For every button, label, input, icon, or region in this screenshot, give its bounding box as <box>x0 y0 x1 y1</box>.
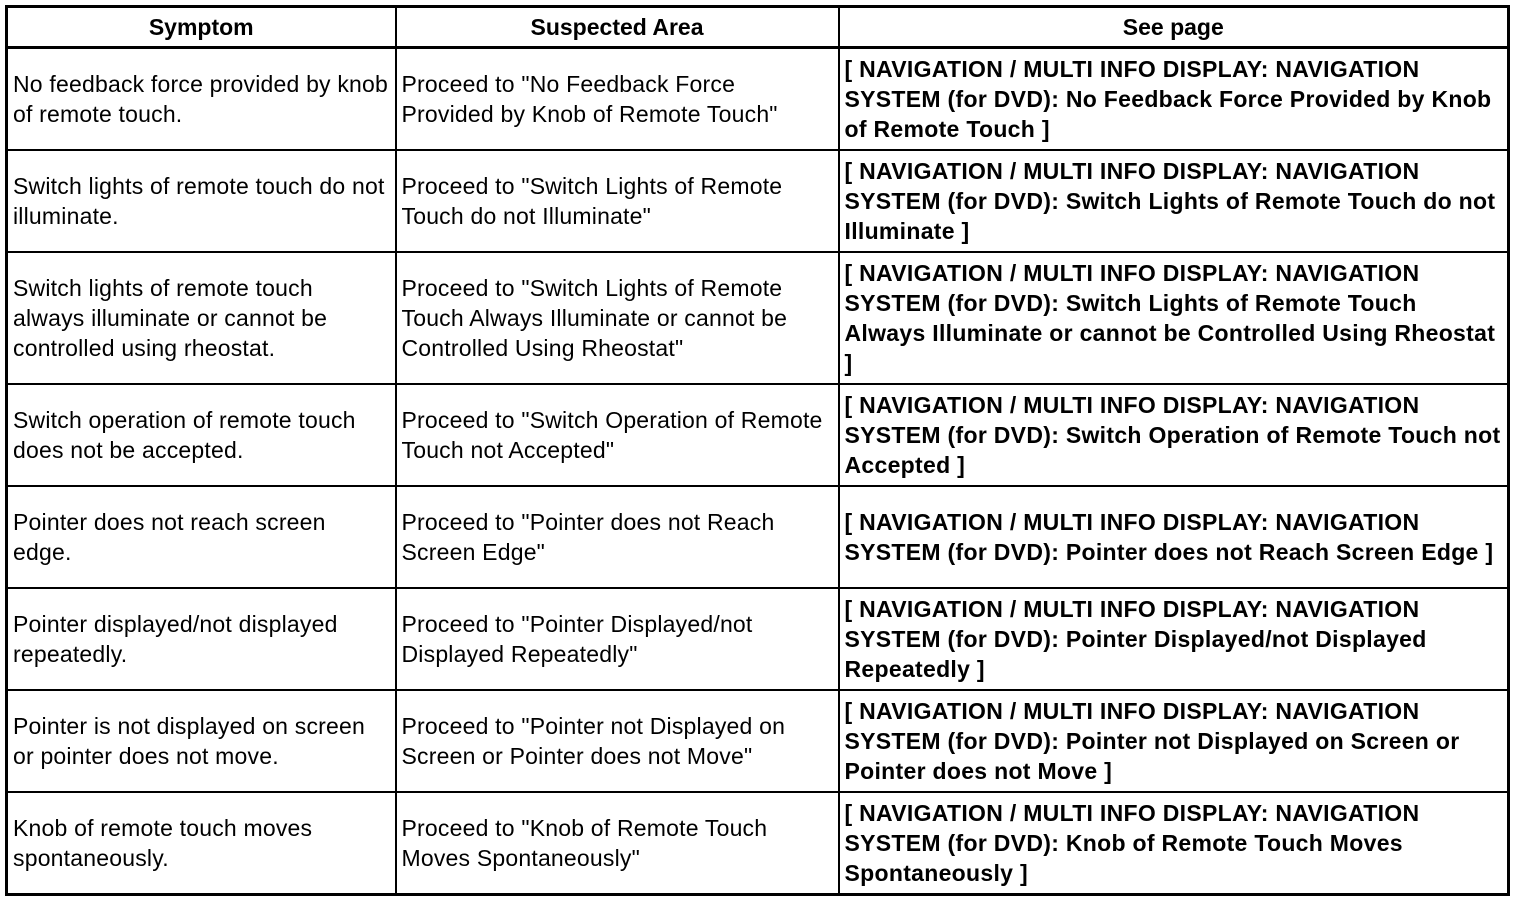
see-page-link[interactable]: [ NAVIGATION / MULTI INFO DISPLAY: NAVIGATION SYSTEM (for DVD): Knob of Remote Touch Moves Spontaneously ] <box>839 792 1509 895</box>
suspected-area-cell: Proceed to "Switch Lights of Remote Touch Always Illuminate or cannot be Controlled Using Rheostat" <box>396 252 839 384</box>
table-row <box>7 150 1509 252</box>
see-page-link[interactable]: [ NAVIGATION / MULTI INFO DISPLAY: NAVIGATION SYSTEM (for DVD): Pointer not Displayed on Screen or Pointer does not Move ] <box>839 690 1509 792</box>
table-row <box>7 252 1509 384</box>
symptom-cell: No feedback force provided by knob of remote touch. <box>7 48 396 151</box>
table-row <box>7 384 1509 486</box>
symptom-cell: Switch operation of remote touch does not be accepted. <box>7 384 396 486</box>
see-page-link[interactable]: [ NAVIGATION / MULTI INFO DISPLAY: NAVIGATION SYSTEM (for DVD): No Feedback Force Provided by Knob of Remote Touch ] <box>839 48 1509 151</box>
suspected-area-cell: Proceed to "Knob of Remote Touch Moves Spontaneously" <box>396 792 839 895</box>
table-row <box>7 588 1509 690</box>
table-header-row <box>7 7 1509 48</box>
see-page-link[interactable]: [ NAVIGATION / MULTI INFO DISPLAY: NAVIGATION SYSTEM (for DVD): Pointer does not Reach Screen Edge ] <box>839 486 1509 588</box>
symptom-cell: Pointer is not displayed on screen or pointer does not move. <box>7 690 396 792</box>
symptom-table <box>5 5 1510 896</box>
see-page-link[interactable]: [ NAVIGATION / MULTI INFO DISPLAY: NAVIGATION SYSTEM (for DVD): Switch Lights of Remote Touch do not Illuminate ] <box>839 150 1509 252</box>
symptom-cell: Switch lights of remote touch do not illuminate. <box>7 150 396 252</box>
symptom-cell: Switch lights of remote touch always illuminate or cannot be controlled using rheostat. <box>7 252 396 384</box>
table-row <box>7 486 1509 588</box>
table-row <box>7 792 1509 895</box>
see-page-link[interactable]: [ NAVIGATION / MULTI INFO DISPLAY: NAVIGATION SYSTEM (for DVD): Switch Operation of Remote Touch not Accepted ] <box>839 384 1509 486</box>
table-row <box>7 48 1509 151</box>
symptom-cell: Knob of remote touch moves spontaneously. <box>7 792 396 895</box>
see-page-link[interactable]: [ NAVIGATION / MULTI INFO DISPLAY: NAVIGATION SYSTEM (for DVD): Pointer Displayed/not Displayed Repeatedly ] <box>839 588 1509 690</box>
header-suspected-area: Suspected Area <box>396 7 839 48</box>
table-row <box>7 690 1509 792</box>
header-symptom: Symptom <box>7 7 396 48</box>
symptom-cell: Pointer does not reach screen edge. <box>7 486 396 588</box>
suspected-area-cell: Proceed to "Pointer does not Reach Screen Edge" <box>396 486 839 588</box>
suspected-area-cell: Proceed to "Pointer Displayed/not Displayed Repeatedly" <box>396 588 839 690</box>
suspected-area-cell: Proceed to "Pointer not Displayed on Screen or Pointer does not Move" <box>396 690 839 792</box>
suspected-area-cell: Proceed to "No Feedback Force Provided by Knob of Remote Touch" <box>396 48 839 151</box>
suspected-area-cell: Proceed to "Switch Lights of Remote Touch do not Illuminate" <box>396 150 839 252</box>
suspected-area-cell: Proceed to "Switch Operation of Remote Touch not Accepted" <box>396 384 839 486</box>
symptom-cell: Pointer displayed/not displayed repeatedly. <box>7 588 396 690</box>
header-see-page: See page <box>839 7 1509 48</box>
see-page-link[interactable]: [ NAVIGATION / MULTI INFO DISPLAY: NAVIGATION SYSTEM (for DVD): Switch Lights of Remote Touch Always Illuminate or cannot be Controlled Using Rheostat ] <box>839 252 1509 384</box>
